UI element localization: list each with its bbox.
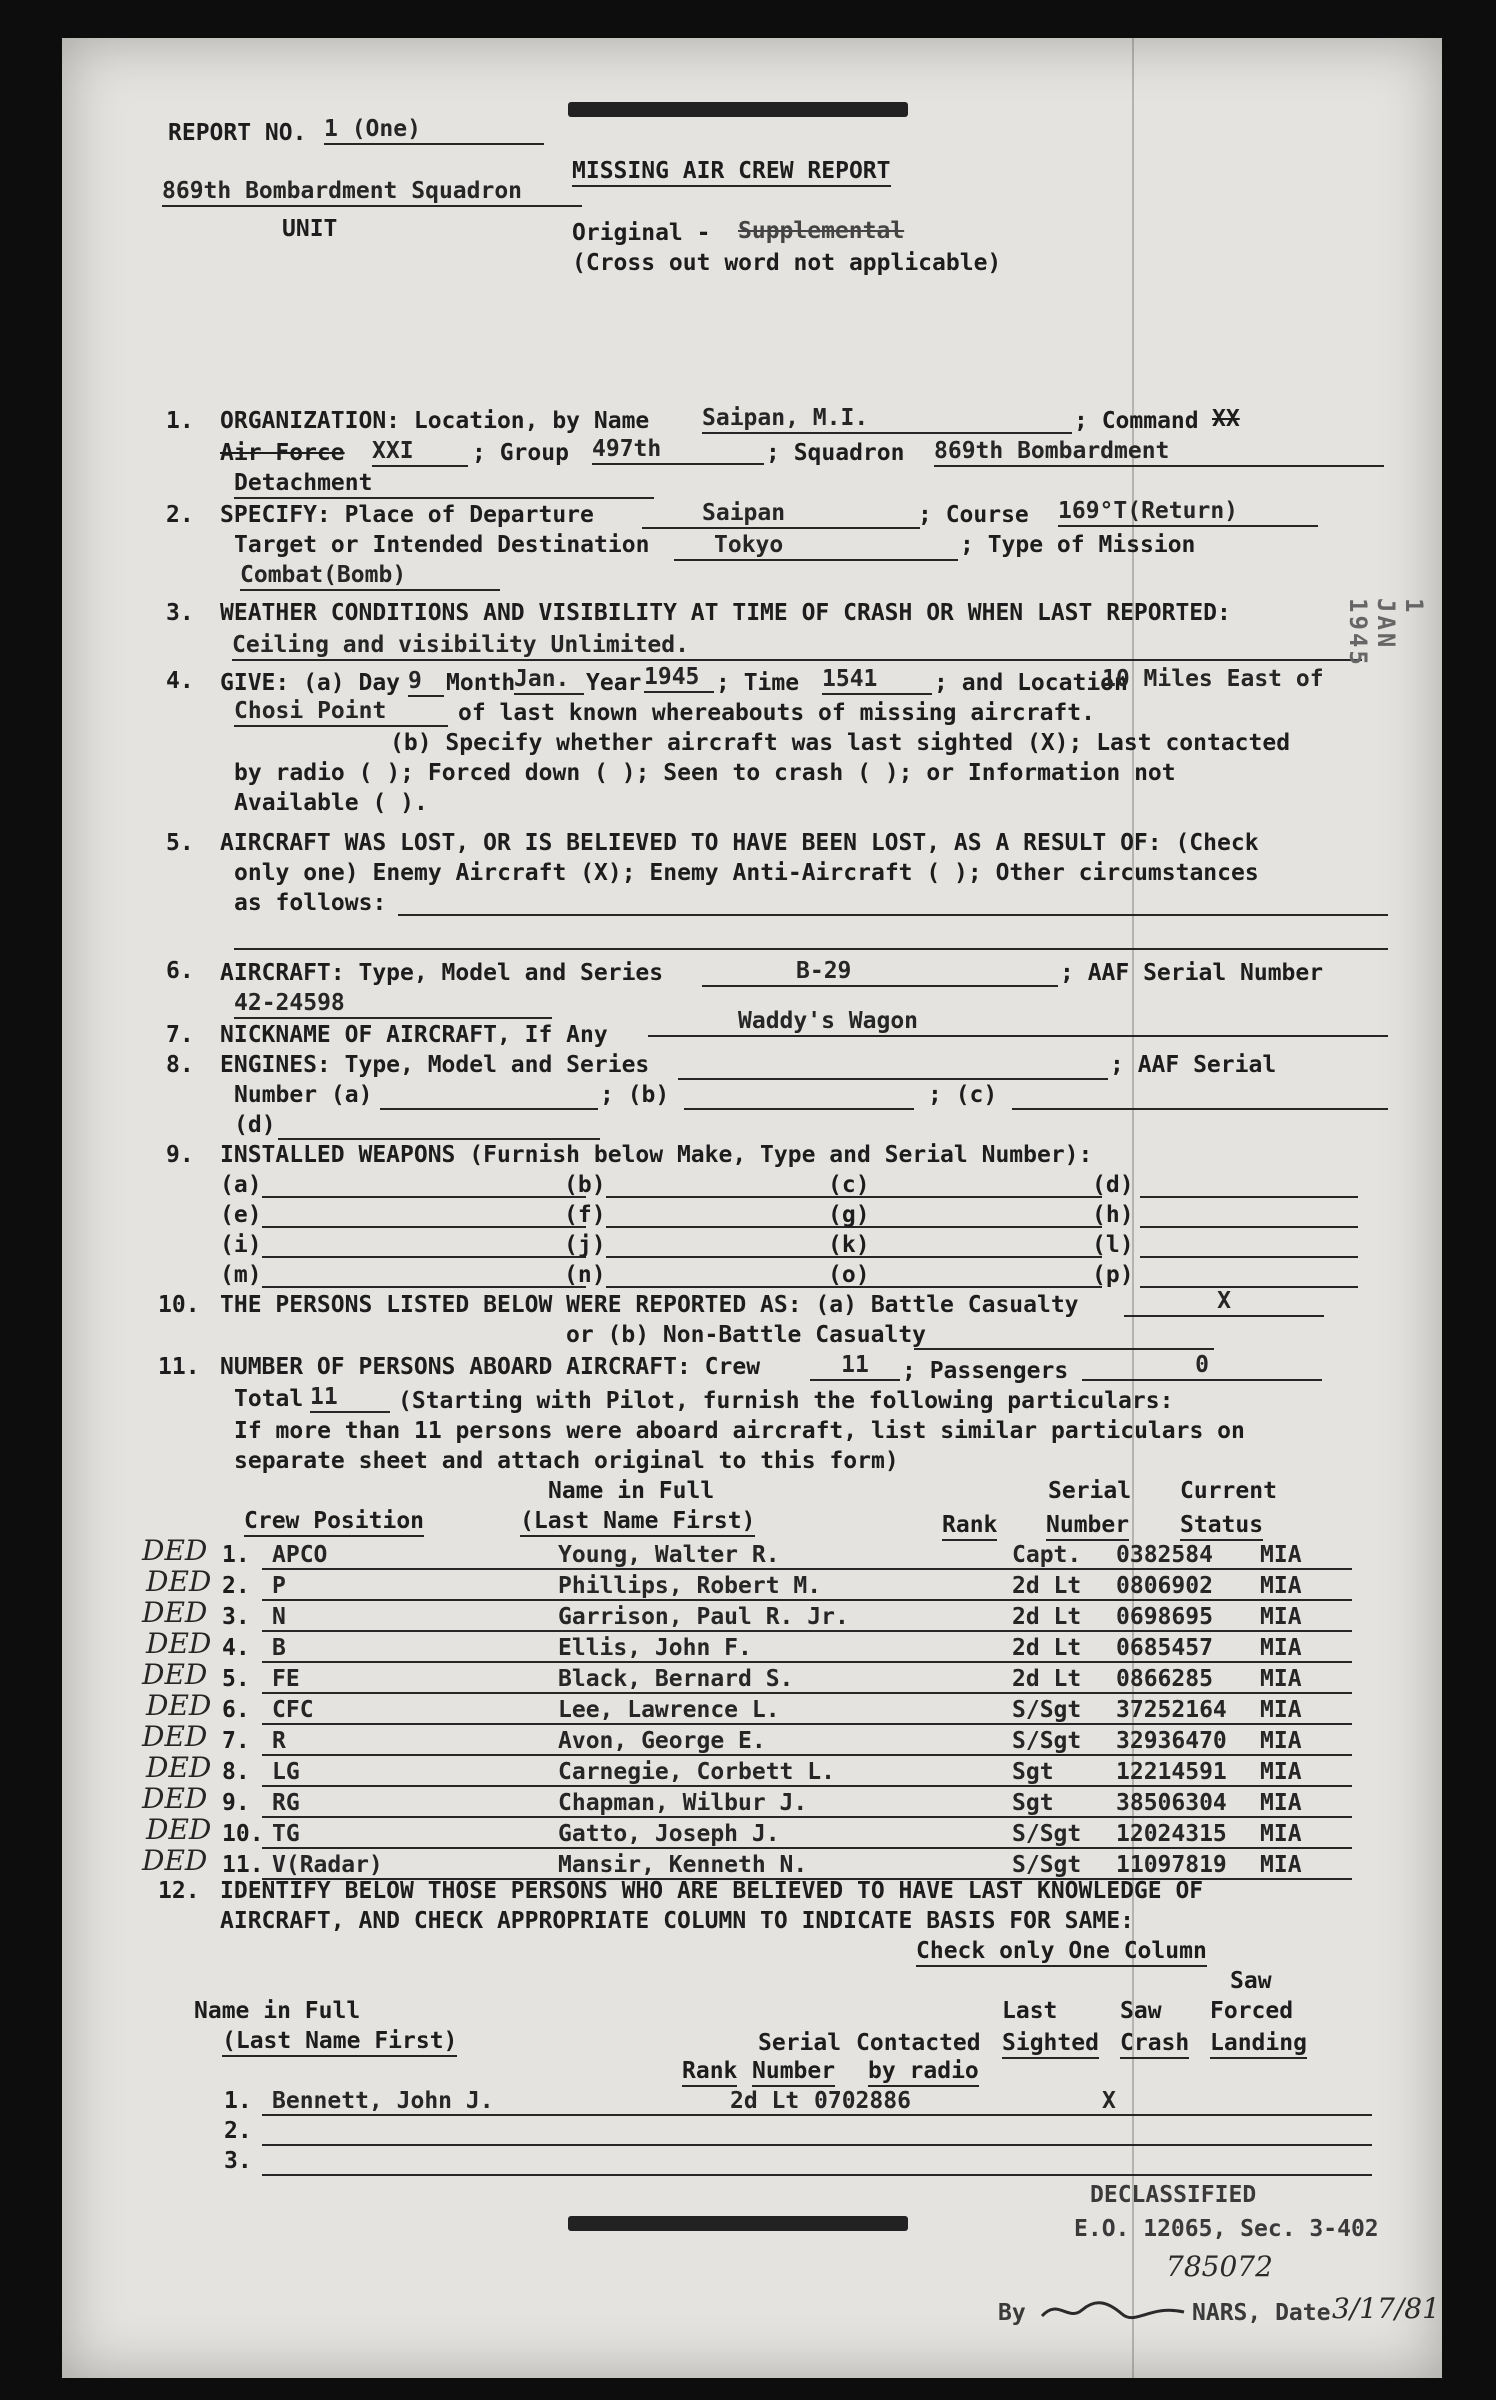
crew-serial: 12024315 xyxy=(1116,1821,1227,1847)
cross-out-note: (Cross out word not applicable) xyxy=(572,250,1002,276)
crew-status: MIA xyxy=(1260,1852,1302,1878)
crew-row-number: 5. xyxy=(222,1666,250,1692)
item-12-line-2: AIRCRAFT, AND CHECK APPROPRIATE COLUMN TO INDICATE BASIS FOR SAME: xyxy=(220,1908,1134,1934)
crew-name: Avon, George E. xyxy=(558,1728,766,1754)
weapon-blank-line xyxy=(262,1226,586,1228)
item-8-a-line xyxy=(380,1108,598,1110)
crew-position: B xyxy=(272,1635,286,1661)
crew-name: Black, Bernard S. xyxy=(558,1666,794,1692)
witness-row-line xyxy=(262,2174,1372,2176)
crew-name: Lee, Lawrence L. xyxy=(558,1697,780,1723)
weapon-letter: (n) xyxy=(564,1262,606,1288)
weapon-letter: (a) xyxy=(220,1172,262,1198)
redaction-bar-bottom xyxy=(568,2216,908,2231)
item-12-check-note: Check only One Column xyxy=(916,1938,1207,1967)
ded-annotation: DED xyxy=(142,1596,208,1629)
crew-row-number: 4. xyxy=(222,1635,250,1661)
item-1-command-label: ; Command xyxy=(1074,408,1199,434)
original-label: Original - xyxy=(572,220,711,246)
ded-annotation: DED xyxy=(146,1813,212,1846)
weapon-blank-line xyxy=(262,1196,586,1198)
crew-position: P xyxy=(272,1573,286,1599)
item-12-line-1: IDENTIFY BELOW THOSE PERSONS WHO ARE BELIEVED TO HAVE LAST KNOWLEDGE OF xyxy=(220,1878,1204,1904)
item-4-month: Jan. xyxy=(514,666,584,695)
crew-status: MIA xyxy=(1260,1635,1302,1661)
item-12-name-top: Name in Full xyxy=(194,1998,361,2024)
crew-rank: 2d Lt xyxy=(1012,1666,1082,1692)
item-6-serial-label: ; AAF Serial Number xyxy=(1060,960,1324,986)
received-stamp: 1 JAN 1945 xyxy=(1344,598,1428,668)
item-12-number-h: Number xyxy=(752,2058,835,2087)
item-12-name: (Last Name First) xyxy=(222,2028,457,2057)
document-number: 785072 xyxy=(1166,2250,1273,2283)
ded-annotation: DED xyxy=(142,1658,208,1691)
crew-position: LG xyxy=(272,1759,300,1785)
weapon-letter: (e) xyxy=(220,1202,262,1228)
crew-row-number: 6. xyxy=(222,1697,250,1723)
item-1-air-force-value: XXI xyxy=(372,438,468,467)
item-10-number: 10. xyxy=(158,1292,200,1318)
item-11-number: 11. xyxy=(158,1354,200,1380)
crew-header-position: Crew Position xyxy=(244,1508,424,1537)
crew-status: MIA xyxy=(1260,1821,1302,1847)
weapon-letter: (b) xyxy=(564,1172,606,1198)
item-8-c-label: ; (c) xyxy=(928,1082,998,1108)
weapon-letter: (h) xyxy=(1092,1202,1134,1228)
crew-position: CFC xyxy=(272,1697,314,1723)
declassified-date: 3/17/81 xyxy=(1332,2292,1440,2325)
crew-position: TG xyxy=(272,1821,300,1847)
item-5-number: 5. xyxy=(166,830,194,856)
item-4-month-label: Month xyxy=(446,670,516,696)
crew-name: Mansir, Kenneth N. xyxy=(558,1852,808,1878)
crew-status: MIA xyxy=(1260,1666,1302,1692)
crew-rank: 2d Lt xyxy=(1012,1635,1082,1661)
unit-name: 869th Bombardment Squadron xyxy=(162,178,582,207)
item-4-b-line-2: by radio ( ); Forced down ( ); Seen to crash ( ); or Information not xyxy=(234,760,1176,786)
item-2-number: 2. xyxy=(166,502,194,528)
item-3-value: Ceiling and visibility Unlimited. xyxy=(232,632,1362,661)
crew-row-number: 3. xyxy=(222,1604,250,1630)
crew-position: N xyxy=(272,1604,286,1630)
item-3-number: 3. xyxy=(166,600,194,626)
weapon-blank-line xyxy=(262,1286,586,1288)
item-11-label: NUMBER OF PERSONS ABOARD AIRCRAFT: Crew xyxy=(220,1354,761,1380)
item-12-saw-top: Saw xyxy=(1230,1968,1272,1994)
weapon-blank-line xyxy=(872,1196,1102,1198)
item-2-label: SPECIFY: Place of Departure xyxy=(220,502,594,528)
weapon-letter: (p) xyxy=(1092,1262,1134,1288)
crew-status: MIA xyxy=(1260,1604,1302,1630)
crew-name: Gatto, Joseph J. xyxy=(558,1821,780,1847)
crew-position: R xyxy=(272,1728,286,1754)
item-1-number: 1. xyxy=(166,408,194,434)
crew-rank: S/Sgt xyxy=(1012,1697,1082,1723)
item-4-give-label: GIVE: (a) Day xyxy=(220,670,401,696)
crew-header-name-top: Name in Full xyxy=(548,1478,715,1504)
form-title: MISSING AIR CREW REPORT xyxy=(572,158,891,187)
weapon-letter: (m) xyxy=(220,1262,262,1288)
crew-serial: 12214591 xyxy=(1116,1759,1227,1785)
item-1-detachment: Detachment xyxy=(234,470,654,499)
crew-position: FE xyxy=(272,1666,300,1692)
item-7-nickname: Waddy's Wagon xyxy=(648,1008,1388,1037)
item-9-number: 9. xyxy=(166,1142,194,1168)
crew-serial: 0685457 xyxy=(1116,1635,1213,1661)
report-no-value: 1 (One) xyxy=(324,116,544,145)
item-4-time-label: ; Time xyxy=(716,670,800,696)
item-11-line-2: (Starting with Pilot, furnish the following particulars: xyxy=(398,1388,1174,1414)
weapon-letter: (j) xyxy=(564,1232,606,1258)
crew-header-serial-top: Serial xyxy=(1048,1478,1132,1504)
crew-status: MIA xyxy=(1260,1759,1302,1785)
item-2-course: 169°T(Return) xyxy=(1058,498,1318,527)
redaction-bar-top xyxy=(568,102,908,117)
item-11-crew: 11 xyxy=(810,1352,900,1381)
item-6-label: AIRCRAFT: Type, Model and Series xyxy=(220,960,664,986)
crew-rank: S/Sgt xyxy=(1012,1728,1082,1754)
crew-serial: 0698695 xyxy=(1116,1604,1213,1630)
item-12-crash: Crash xyxy=(1120,2030,1189,2059)
crew-name: Phillips, Robert M. xyxy=(558,1573,822,1599)
crew-serial: 37252164 xyxy=(1116,1697,1227,1723)
supplemental-crossed: Supplemental xyxy=(738,218,905,244)
crew-status: MIA xyxy=(1260,1697,1302,1723)
crew-row-number: 1. xyxy=(222,1542,250,1568)
ded-annotation: DED xyxy=(146,1751,212,1784)
item-10-line-2: or (b) Non-Battle Casualty xyxy=(566,1322,927,1348)
ded-annotation: DED xyxy=(146,1565,212,1598)
declassified-stamp: DECLASSIFIED xyxy=(1090,2182,1257,2208)
weapon-blank-line xyxy=(872,1286,1102,1288)
crew-serial: 0382584 xyxy=(1116,1542,1213,1568)
document-page xyxy=(62,38,1442,2378)
item-4-location-a: 10 Miles East of xyxy=(1102,666,1324,692)
crew-header-status-top: Current xyxy=(1180,1478,1277,1504)
crew-row-line xyxy=(262,1630,1352,1632)
item-9-label: INSTALLED WEAPONS (Furnish below Make, Type and Serial Number): xyxy=(220,1142,1093,1168)
crew-name: Young, Walter R. xyxy=(558,1542,780,1568)
crew-rank: S/Sgt xyxy=(1012,1852,1082,1878)
weapon-blank-line xyxy=(1140,1256,1358,1258)
crew-row-line xyxy=(262,1816,1352,1818)
item-12-landing: Landing xyxy=(1210,2030,1307,2059)
ded-annotation: DED xyxy=(142,1720,208,1753)
crew-serial: 32936470 xyxy=(1116,1728,1227,1754)
item-10-line-1: THE PERSONS LISTED BELOW WERE REPORTED AS: (a) Battle Casualty xyxy=(220,1292,1079,1318)
crew-rank: S/Sgt xyxy=(1012,1821,1082,1847)
declassifier-signature xyxy=(1038,2292,1188,2328)
item-7-number: 7. xyxy=(166,1022,194,1048)
item-1-location: Saipan, M.I. xyxy=(702,405,1072,434)
weapon-blank-line xyxy=(872,1256,1102,1258)
crew-position: RG xyxy=(272,1790,300,1816)
crew-header-rank: Rank xyxy=(942,1512,997,1541)
crew-name: Chapman, Wilbur J. xyxy=(558,1790,808,1816)
item-4-b-line-3: Available ( ). xyxy=(234,790,428,816)
crew-row-line xyxy=(262,1692,1352,1694)
weapon-letter: (l) xyxy=(1092,1232,1134,1258)
witness-row-number: 3. xyxy=(224,2148,252,2174)
witness-row-number: 2. xyxy=(224,2118,252,2144)
item-12-saw: Saw xyxy=(1120,1998,1162,2024)
item-12-by-radio: by radio xyxy=(868,2058,979,2087)
declassified-nars: NARS, Date xyxy=(1192,2300,1331,2326)
weapon-letter: (k) xyxy=(828,1232,870,1258)
crew-position: V(Radar) xyxy=(272,1852,383,1878)
item-4-year: 1945 xyxy=(644,664,714,693)
crew-serial: 38506304 xyxy=(1116,1790,1227,1816)
witness-serial: 0702886 xyxy=(814,2088,911,2114)
item-8-d-line xyxy=(278,1138,600,1140)
crew-row-line xyxy=(262,1847,1352,1849)
item-12-rank: Rank xyxy=(682,2058,737,2087)
item-2-mission: Combat(Bomb) xyxy=(240,562,500,591)
item-8-type-line xyxy=(678,1078,1108,1080)
crew-name: Carnegie, Corbett L. xyxy=(558,1759,835,1785)
item-5-blank-line-2 xyxy=(234,948,1388,950)
weapon-blank-line xyxy=(262,1256,586,1258)
item-12-number: 12. xyxy=(158,1878,200,1904)
item-1-squadron-value: 869th Bombardment xyxy=(934,438,1384,467)
crew-row-line xyxy=(262,1661,1352,1663)
item-12-sighted: Sighted xyxy=(1002,2030,1099,2059)
item-4-location-label: ; and Location xyxy=(934,670,1128,696)
crew-header-serial: Number xyxy=(1046,1512,1129,1541)
item-1-squadron-label: ; Squadron xyxy=(766,440,905,466)
crew-row-number: 8. xyxy=(222,1759,250,1785)
weapon-letter: (d) xyxy=(1092,1172,1134,1198)
item-1-command-value: XX xyxy=(1212,406,1240,432)
item-12-serial: Serial xyxy=(758,2030,842,2056)
crew-row-line xyxy=(262,1723,1352,1725)
item-8-b-label: ; (b) xyxy=(600,1082,670,1108)
item-4-time: 1541 xyxy=(822,666,932,695)
item-11-passengers: 0 xyxy=(1082,1352,1322,1381)
item-12-last: Last xyxy=(1002,1998,1058,2024)
item-8-c-line xyxy=(1012,1108,1388,1110)
item-8-label: ENGINES: Type, Model and Series xyxy=(220,1052,650,1078)
ded-annotation: DED xyxy=(146,1627,212,1660)
crew-rank: 2d Lt xyxy=(1012,1573,1082,1599)
item-12-contacted: Contacted xyxy=(856,2030,981,2056)
item-10-non-battle-line xyxy=(914,1348,1214,1350)
unit-label: UNIT xyxy=(282,216,338,242)
weapon-letter: (o) xyxy=(828,1262,870,1288)
crew-serial: 0806902 xyxy=(1116,1573,1213,1599)
witness-mark: X xyxy=(1102,2088,1116,2114)
item-6-type: B-29 xyxy=(702,958,1058,987)
witness-row-line xyxy=(262,2144,1372,2146)
item-2-course-label: ; Course xyxy=(918,502,1029,528)
item-11-total-label: Total xyxy=(234,1386,304,1412)
item-5-blank-line-1 xyxy=(398,914,1388,916)
item-2-target-label: Target or Intended Destination xyxy=(234,532,650,558)
item-12-forced: Forced xyxy=(1210,1998,1294,2024)
item-3-label: WEATHER CONDITIONS AND VISIBILITY AT TIME OF CRASH OR WHEN LAST REPORTED: xyxy=(220,600,1231,626)
crew-header-name: (Last Name First) xyxy=(520,1508,755,1537)
crew-position: APCO xyxy=(272,1542,328,1568)
weapon-letter: (f) xyxy=(564,1202,606,1228)
item-4-day: 9 xyxy=(408,668,444,697)
crew-status: MIA xyxy=(1260,1790,1302,1816)
crew-row-number: 2. xyxy=(222,1573,250,1599)
crew-status: MIA xyxy=(1260,1542,1302,1568)
weapon-blank-line xyxy=(1140,1226,1358,1228)
crew-rank: Sgt xyxy=(1012,1759,1054,1785)
ded-annotation: DED xyxy=(142,1844,208,1877)
item-8-number: 8. xyxy=(166,1052,194,1078)
crew-row-number: 11. xyxy=(222,1852,264,1878)
item-2-target: Tokyo xyxy=(674,532,958,561)
witness-row-line xyxy=(262,2114,1372,2116)
item-5-line-3: as follows: xyxy=(234,890,387,916)
crew-header-status: Status xyxy=(1180,1512,1263,1541)
crew-serial: 0866285 xyxy=(1116,1666,1213,1692)
item-5-line-1: AIRCRAFT WAS LOST, OR IS BELIEVED TO HAVE BEEN LOST, AS A RESULT OF: (Check xyxy=(220,830,1259,856)
item-6-number: 6. xyxy=(166,958,194,984)
item-5-line-2: only one) Enemy Aircraft (X); Enemy Anti-Aircraft ( ); Other circumstances xyxy=(234,860,1259,886)
weapon-blank-line xyxy=(872,1226,1102,1228)
witness-rank: 2d Lt xyxy=(730,2088,800,2114)
weapon-letter: (i) xyxy=(220,1232,262,1258)
crew-status: MIA xyxy=(1260,1728,1302,1754)
item-2-mission-label: ; Type of Mission xyxy=(960,532,1196,558)
crew-rank: Sgt xyxy=(1012,1790,1054,1816)
item-1-label: ORGANIZATION: Location, by Name xyxy=(220,408,650,434)
item-4-last-known: of last known whereabouts of missing aircraft. xyxy=(458,700,1095,726)
weapon-letter: (c) xyxy=(828,1172,870,1198)
item-11-passengers-label: ; Passengers xyxy=(902,1358,1069,1384)
weapon-letter: (g) xyxy=(828,1202,870,1228)
item-8-serial-label: ; AAF Serial xyxy=(1110,1052,1277,1078)
weapon-blank-line xyxy=(1140,1196,1358,1198)
item-10-battle-mark: X xyxy=(1124,1288,1324,1317)
item-2-departure: Saipan xyxy=(642,500,920,529)
crew-serial: 11097819 xyxy=(1116,1852,1227,1878)
item-4-location-b: Chosi Point xyxy=(234,698,448,727)
item-8-number-label: Number (a) xyxy=(234,1082,373,1108)
crew-row-number: 10. xyxy=(222,1821,264,1847)
item-4-b-line-1: (b) Specify whether aircraft was last sighted (X); Last contacted xyxy=(390,730,1291,756)
witness-name: Bennett, John J. xyxy=(272,2088,494,2114)
item-8-d-label: (d) xyxy=(234,1112,276,1138)
crew-rank: 2d Lt xyxy=(1012,1604,1082,1630)
crew-name: Garrison, Paul R. Jr. xyxy=(558,1604,849,1630)
crew-row-line xyxy=(262,1599,1352,1601)
item-1-group-value: 497th xyxy=(592,436,764,465)
crew-status: MIA xyxy=(1260,1573,1302,1599)
item-1-air-force-label: Air Force xyxy=(220,440,345,466)
crew-row-line xyxy=(262,1785,1352,1787)
item-6-serial: 42-24598 xyxy=(234,990,552,1019)
crew-row-line xyxy=(262,1568,1352,1570)
crew-rank: Capt. xyxy=(1012,1542,1082,1568)
item-8-b-line xyxy=(684,1108,914,1110)
declassified-by: By xyxy=(998,2300,1026,2326)
crew-row-number: 7. xyxy=(222,1728,250,1754)
ded-annotation: DED xyxy=(142,1782,208,1815)
item-4-year-label: Year xyxy=(586,670,642,696)
report-no-label: REPORT NO. xyxy=(168,120,307,146)
item-11-line-4: separate sheet and attach original to this form) xyxy=(234,1448,899,1474)
ded-annotation: DED xyxy=(146,1689,212,1722)
item-1-group-label: ; Group xyxy=(472,440,569,466)
crew-name: Ellis, John F. xyxy=(558,1635,752,1661)
ded-annotation: DED xyxy=(142,1534,208,1567)
item-11-line-3: If more than 11 persons were aboard aircraft, list similar particulars on xyxy=(234,1418,1245,1444)
crew-row-number: 9. xyxy=(222,1790,250,1816)
item-11-total: 11 xyxy=(310,1384,390,1413)
declassified-eo: E.O. 12065, Sec. 3-402 xyxy=(1074,2216,1379,2242)
crew-row-line xyxy=(262,1754,1352,1756)
item-7-label: NICKNAME OF AIRCRAFT, If Any xyxy=(220,1022,608,1048)
witness-row-number: 1. xyxy=(224,2088,252,2114)
item-4-number: 4. xyxy=(166,668,194,694)
